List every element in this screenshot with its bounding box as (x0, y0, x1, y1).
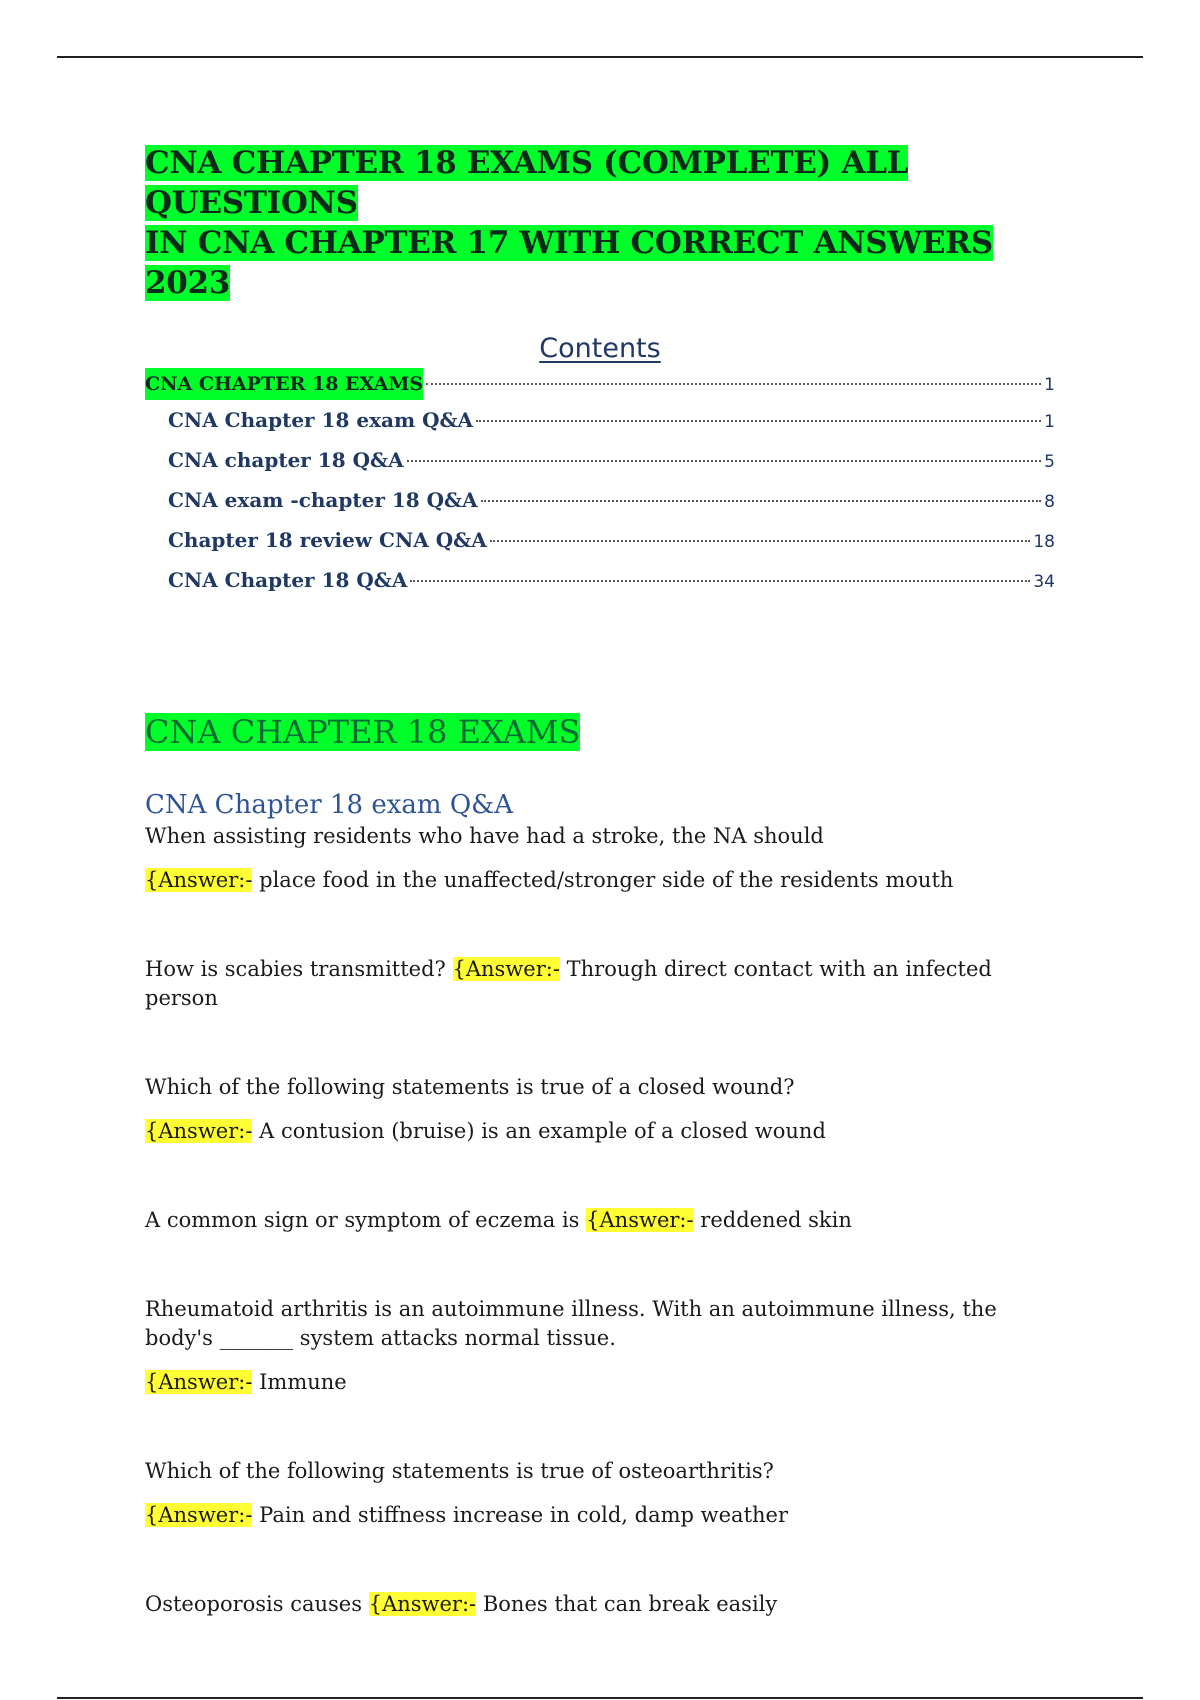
qa-item (145, 1206, 1055, 1235)
toc-entry-page: 5 (1044, 452, 1055, 472)
footer-rule (57, 1697, 1143, 1699)
question-text: Which of the following statements is true of a closed wound? (145, 1075, 795, 1099)
answer-tag: {Answer:- (145, 1370, 253, 1394)
answer-text: Bones that can break easily (482, 1592, 778, 1616)
question-text: When assisting residents who have had a stroke, the NA should (145, 824, 824, 848)
toc-entry-label: CNA Chapter 18 exam Q&A (168, 408, 474, 432)
answer-text: place food in the unaffected/stronger side of the residents mouth (259, 868, 954, 892)
answer-text: reddened skin (700, 1208, 852, 1232)
toc-entry-page: 1 (1044, 412, 1055, 432)
subsection-heading: CNA Chapter 18 exam Q&A (145, 790, 514, 820)
toc-leader-dots (426, 383, 1041, 385)
qa-item (145, 955, 1055, 1013)
toc-leader-dots (490, 540, 1031, 542)
toc-entry-page: 34 (1033, 572, 1055, 592)
qa-item (145, 1073, 1055, 1146)
document-title-line-2: IN CNA CHAPTER 17 WITH CORRECT ANSWERS 2023 (145, 225, 993, 301)
answer-tag: {Answer:- (145, 868, 253, 892)
question-line (145, 1206, 1055, 1235)
toc-entry-label: CNA chapter 18 Q&A (168, 448, 404, 472)
header-rule (57, 56, 1143, 58)
question-text: Which of the following statements is true of osteoarthritis? (145, 1459, 774, 1483)
toc-leader-dots (481, 500, 1042, 502)
toc-entry[interactable] (145, 440, 1055, 480)
answer-text: Through direct contact with an infected person (145, 957, 992, 1010)
toc-entry-label: CNA Chapter 18 Q&A (168, 568, 408, 592)
toc-entry[interactable] (145, 400, 1055, 440)
question-text: A common sign or symptom of eczema is (145, 1208, 580, 1232)
toc-entry-label: CNA exam -chapter 18 Q&A (168, 488, 478, 512)
qa-list (145, 822, 1055, 1619)
answer-line (145, 866, 1055, 895)
table-of-contents (145, 368, 1055, 600)
qa-item (145, 1295, 1055, 1397)
toc-entry[interactable] (145, 520, 1055, 560)
answer-line (145, 1117, 1055, 1146)
toc-entry[interactable] (145, 480, 1055, 520)
answer-tag: {Answer:- (452, 957, 560, 981)
section-heading-text: CNA CHAPTER 18 EXAMS (145, 713, 581, 751)
question-line (145, 1590, 1055, 1619)
answer-tag: {Answer:- (586, 1208, 694, 1232)
toc-entry-page: 8 (1044, 492, 1055, 512)
qa-item (145, 822, 1055, 895)
question-line (145, 955, 1055, 1013)
toc-entry-label: CNA CHAPTER 18 EXAMS (145, 368, 423, 400)
toc-heading: Contents (539, 333, 661, 364)
toc-entry[interactable] (145, 368, 1055, 400)
answer-tag: {Answer:- (368, 1592, 477, 1616)
document-page (145, 143, 1055, 1679)
answer-text: Pain and stiffness increase in cold, damp weather (259, 1503, 789, 1527)
answer-tag: {Answer:- (145, 1503, 253, 1527)
answer-line (145, 1368, 1055, 1397)
answer-tag: {Answer:- (145, 1119, 253, 1143)
answer-text: A contusion (bruise) is an example of a closed wound (259, 1119, 826, 1143)
question-text: Osteoporosis causes (145, 1592, 363, 1616)
toc-leader-dots (476, 420, 1041, 422)
toc-entry-page: 1 (1044, 375, 1055, 395)
toc-leader-dots (407, 460, 1042, 462)
answer-text: Immune (259, 1370, 347, 1394)
question-text: Rheumatoid arthritis is an autoimmune illness. With an autoimmune illness, the body's _______ system attacks normal tissue. (145, 1297, 997, 1350)
toc-leader-dots (410, 580, 1030, 582)
answer-line (145, 1501, 1055, 1530)
qa-item (145, 1457, 1055, 1530)
toc-entry-label: Chapter 18 review CNA Q&A (168, 528, 487, 552)
section-heading (145, 712, 1055, 752)
toc-entry-page: 18 (1033, 532, 1055, 552)
qa-item (145, 1590, 1055, 1619)
toc-entry[interactable] (145, 560, 1055, 600)
document-title (145, 143, 1055, 303)
document-title-line-1: CNA CHAPTER 18 EXAMS (COMPLETE) ALL QUESTIONS (145, 145, 909, 221)
question-text: How is scabies transmitted? (145, 957, 446, 981)
